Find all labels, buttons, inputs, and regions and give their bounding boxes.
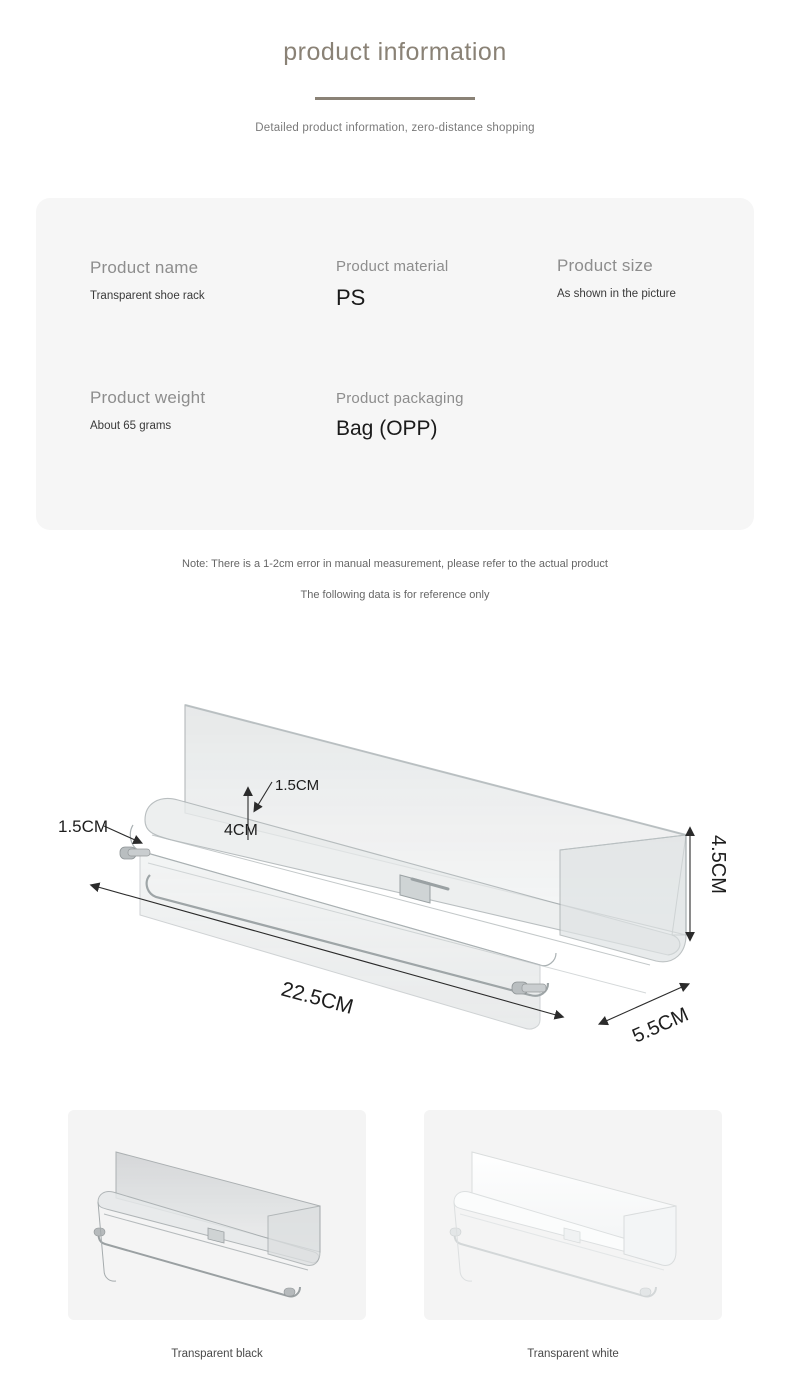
measurement-note: Note: There is a 1-2cm error in manual measurement, please refer to the actual product	[182, 558, 608, 570]
spec-product-name-value: Transparent shoe rack	[90, 290, 205, 302]
specification-grid	[36, 198, 754, 530]
shelf-illustration	[120, 705, 686, 1029]
spec-product-material-value: PS	[336, 285, 366, 310]
spec-product-material-label: Product material	[336, 258, 449, 275]
variant-caption-white: Transparent white	[527, 1348, 619, 1360]
spec-product-size-value: As shown in the picture	[557, 288, 676, 300]
right-screw-icon	[512, 982, 546, 994]
spec-product-name-label: Product name	[90, 258, 199, 277]
spec-product-packaging	[336, 390, 464, 441]
shelf-white-illustration	[450, 1152, 676, 1296]
spec-product-size-label: Product size	[557, 256, 653, 275]
spec-product-weight	[90, 388, 205, 432]
page-title: product information	[283, 38, 507, 66]
page-header	[0, 0, 790, 134]
specification-card	[36, 198, 754, 530]
dim-label-inner-top: 1.5CM	[275, 777, 320, 794]
dim-label-length: 22.5CM	[278, 977, 356, 1019]
spec-product-size	[557, 256, 676, 300]
dim-label-inner-depth: 4CM	[224, 822, 258, 839]
shelf-black-illustration	[94, 1152, 320, 1296]
variant-gallery	[0, 1110, 790, 1370]
spec-product-material	[336, 258, 448, 311]
spec-product-name	[90, 258, 205, 302]
spec-product-weight-value: About 65 grams	[90, 420, 172, 432]
spec-product-packaging-label: Product packaging	[336, 390, 464, 407]
variant-caption-black: Transparent black	[171, 1348, 263, 1360]
reference-note: The following data is for reference only	[300, 589, 490, 601]
variant-transparent-white[interactable]	[424, 1110, 722, 1320]
dim-label-depth: 5.5CM	[629, 1003, 692, 1048]
spec-product-packaging-value: Bag (OPP)	[336, 417, 438, 440]
spec-product-weight-label: Product weight	[90, 388, 206, 407]
product-dimension-diagram	[0, 635, 790, 1080]
page-subtitle: Detailed product information, zero-distance shopping	[255, 122, 535, 134]
variant-transparent-black[interactable]	[68, 1110, 366, 1320]
dim-label-height: 4.5CM	[707, 835, 729, 894]
title-divider	[315, 97, 475, 100]
dim-label-left: 1.5CM	[58, 817, 109, 836]
